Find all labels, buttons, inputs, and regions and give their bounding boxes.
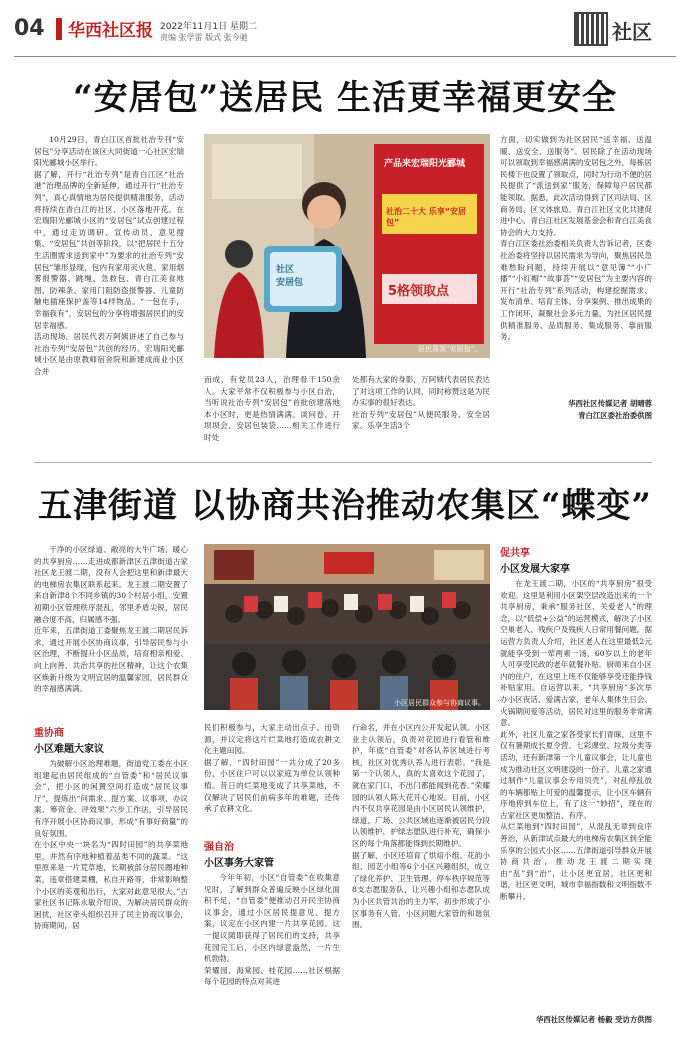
article1-photo <box>204 134 490 358</box>
article1-col4 <box>500 134 652 396</box>
section1-text: 为破解小区治理难题，街道党工委在小区组建起由居民组成的“自管委”和“居民议事会”，把小区的闲置空间打造成“居民议事厅”，提炼出“问需求、提方案、议事项、办议案、筹资金、评效果”六步工作法，引导居民有序开展小区协商议事，形成“有事好商量”的良好氛围。 在小区中央一块名为“四时田园”的共享菜地里，井然有序地种植着品类不同的蔬菜。“这里原来是一片荒草地，长期被部分居民圈地种菜，违章搭建菜棚，私自开路等，非常影响整个小区的美观和出行，大家对此意见很大。”古家社区书记陈永敏介绍说，为解决居民群众的困扰，社区牵头组织召开了民主协商议事会，协商期间，居 <box>34 759 188 931</box>
header-rule <box>14 56 676 57</box>
section2-red-heading: 强自治 <box>204 842 234 853</box>
section1b-text: 民们积极参与，大家主动出点子、出资源，并议定将这片烂菜地打造成农耕文化主题田园。 据了解，“四时田园”一共分成了20多份，小区住户可以以家庭为单位认领种植。昔日的烂菜地变成了共享菜地，不仅解决了居民们前病多年的难题，还传承了农耕文化。 <box>204 723 340 814</box>
article2-intro-text: 干净的小区绿道、敞亮的大牛广场，暖心的共享厨房……走进成都新津区五津街道古家社区龙王渡二期，没有人会把这里和新津最大的电梯房农集区联系起来。龙王渡二期安置了来自新津8个不同乡镇的30个村居小组，安置初期小区管理秩序混乱，邻里矛盾尖锐，居民融合度不高，归属感不强。 近年来，五津街道工委聚焦龙王渡二期居民诉求，通过开展小区协商议事，引导居民参与小区治理，不断提升小区品质，培育相亲相爱、向上向善、共治共享的社区精神，让这个农集区焕新升级为文明宜居的温馨家园，居民群众的幸福感满满。 <box>34 545 188 694</box>
qr-code-icon <box>574 12 608 46</box>
article2-intro <box>34 544 188 706</box>
article2-title: 五津街道 以协商共治推动农集区“蝶变” <box>38 486 652 526</box>
article2-photo-illustration <box>204 544 490 710</box>
section2b-text: 行命名，并在小区内公开发起认领。小区业主认领后，负责对花园进行看管和维护，年底“自管委”对各认养区域进行考核，社区对优秀认养人进行表彰。“我是第一个认领人，真的太喜欢这个花园了，就在家门口，不出门都能闻到花香。”荣耀园的认领人陈大花开心地说。目前，小区内不仅共享花园是由小区居民认领维护，绿道、广场、公共区域也逐渐被居民分段认领维护，护绿志愿队进行补充，确保小区的每个角落都能得到长期维护。 据了解，小区还培育了烘焙小组、花韵小组、园艺小组等6个小区兴趣组织，成立了绿化养护、卫生管理、停车秩序规范等8支志愿服务队，让兴趣小组和志愿队成为小区共管共治的主力军，初步形成了小区事务有人管、小区问题大家管的和谐氛围。 <box>352 723 490 930</box>
section1-red-heading: 重协商 <box>34 728 64 739</box>
section3-title: 小区发展大家享 <box>500 564 570 575</box>
photo-banner-3: 5格领取点 <box>388 284 450 299</box>
page-number-bar <box>56 18 62 40</box>
article-divider <box>34 462 652 463</box>
issue-date: 2022年11月1日 星期二 <box>160 22 257 32</box>
article1-col3-text: 处都有大家的身影，万阿姨代表居民表达了对这项工作的认同，同时称赞这是为民办实事的很好表达。 社治专列“安居包”从便民服务、安全居家、乐享生活3个 <box>352 375 490 431</box>
article1-byline-2: 青白江区委社治委供图 <box>578 411 652 420</box>
article1-col2 <box>204 374 340 456</box>
article1-col1-text: 10月29日，青白江区首批社治专刊“安居包”分享活动在该区大同街道一心社区宏瑞阳光郦城小区举行。 据了解，开行“社治专列”是青白江区“社治港”治理品牌的全新延伸，通过开行“社治专列”，真心真情地为居民提供精准服务，活动将持续在青白江的社区、小区落地开花。在宏瑞阳光郦城小区的“安居包”试点创建过程中，通过走访调研、宣传动员、意见搜集、“安居包”共创等阶段，以“把居民十五分生活圈需求送到家中”为要求的社治专列“安居包”雏形显现，包内有家用灭火毯、家用烟雾报警器、跳绳、急救包、青白江美食地图、防辣条、家用门阻防盗报警器、儿童防触电插座保护盖等14样物品。“一包在手，幸福我有”，安居包的分享将增强居民们的安居幸福感。 活动现场，居民代表万阿姨讲述了自己参与社治专列“安居包”共创的经历。宏瑞阳光郦城小区是由原教师宿舍院和新建成商业小区合并 <box>34 135 184 376</box>
section2-text: 今年年初，小区“自管委”在收集意见时，了解到群众普遍反映小区绿化面积不足，“自管委”便推动召开民主协商议事会，通过小区居民提意见、提方案，议定在小区内建一片共享花园。这一提议随即获得了居民们的支持，共享花园完工后，小区内绿意盎然，一片生机勃勃。 荣耀园、海棠园、桂花园……社区根据每个花园的特点对其进 <box>204 873 340 987</box>
article1-col2-text: 而成，有党员23人，治理骨干150余人。大家平常不仅积极参与小区自治，当听说社治专列“安居包”首批创建落地本小区时，更是热情满满。谈问卷、开坝坝会、安居包装袋……相关工作进行时处 <box>204 375 340 442</box>
section1-col <box>34 758 188 1028</box>
bag-label: 社区 安居包 <box>276 265 304 288</box>
page-number: 04 <box>14 16 45 41</box>
photo-banner-2: 社治二十大 乐享“安居包” <box>386 207 467 227</box>
photo-banner-1: 产品来宏瑞阳光郦城 <box>384 159 466 169</box>
article1-title: “安居包”送居民 生活更幸福更安全 <box>73 78 617 118</box>
article1-col1 <box>34 134 184 440</box>
section3-col <box>500 578 652 1010</box>
article2-photo-caption: 小区居民群众参与协商议事。 <box>394 699 485 707</box>
article2-photo <box>204 544 490 710</box>
section1b-col <box>204 722 340 820</box>
paper-name: 华西社区报 <box>68 21 153 41</box>
page-header <box>14 12 676 62</box>
section3-red-heading: 促共享 <box>500 548 530 559</box>
section-name: 社区 <box>612 20 652 44</box>
article1-col4-text: 方面，切实做到为社区居民“送幸福、送温暖、送安全、送服务”。居民除了在活动现场可以领取到幸福感满满的安居包之外，每栋居民楼下也设置了领取点，同时为行动不便的居民提供了“派送到家”服务，保障每户居民都能领取。据悉，此次活动得到了区司法局、区商务局、区文体旅局、青白江社区文化共建促进中心、青白江社区发展基金会和青白江美食协会的大力支持。 青白江区委社治委相关负责人告诉记者，区委社治委将坚持以居民需求为导向，聚焦居民急难愁盼问题，持续开展以“意见簿”“小广播”“小红帽”“故事荟”“安居包”为主要内容的开行“社治专列”系列活动，构建挖掘需求、发布清单、培育主体、分享案例、推出成果的工作闭环，凝聚社会多元力量，为社区居民提供精准服务、品质服务、集成服务、靠前服务。 <box>500 135 652 342</box>
section2-col <box>204 872 340 1022</box>
article1-photo-caption: 居民喜领“安居包”。 <box>418 345 482 353</box>
section1-title: 小区难题大家议 <box>34 744 104 755</box>
staff-credits: 责编 张学雷 版式 张今驰 <box>160 33 248 42</box>
article1-col3 <box>352 374 490 456</box>
section3-text: 在龙王渡二期，小区的“共享厨房”很受欢迎。这里是利用小区架空层改造出来的一个共享厨房，秉承“服务社区、关爱老人”的理念，以“低偿+公益”的运营模式，解决了小区空巢老人、残疾户及残疾人日常用餐问题。据运营方负责人介绍，社区老人在这里最低2元就能享受到一荤两素一汤，60岁以上的老年人可享受民政的老年就餐补贴。厨师来自小区内的住户，在这里上班不仅能够享受还能挣钱补贴家用。自运营以来，“共享厨房”多次举办小区夜话、爱满古家、老年人集体生日会、火锅期间爱等活动，居民对这里的服务非常满意。 此外，社区儿童之家各受家长们青睐，这里不仅有暑期成长夏令营、七彩课堂、垃圾分类等活动，还有新津第一个儿童议事会，让儿童也成为推动社区文明建设的一份子。儿童之家通过制作“儿童议事会专用贝壳”，对乱停乱放的车辆都贴上可爱的温馨提示，让小区车辆有序地停到车位上，有了这一“妙招”，现在的古家社区更加整洁、有序。 从烂菜地到“四时田园”，从混乱无章到良序善治，从新津试点最大的电梯房农集区到全能乐享的公园式小区……五津街道引导群众开展协商共治，推动龙王渡二期实现由“乱”到“治”，让小区更宜居，社区更和谐，社区更文明，城市幸福指数和文明指数不断攀升。 <box>500 579 652 902</box>
section2b-col <box>352 722 490 1022</box>
article1-byline-1: 华西社区传媒记者 胡晴蓉 <box>568 399 652 408</box>
section2-title: 小区事务大家管 <box>204 858 274 869</box>
article2-byline: 华西社区传媒记者 杨毅 受访方供图 <box>535 1015 652 1024</box>
